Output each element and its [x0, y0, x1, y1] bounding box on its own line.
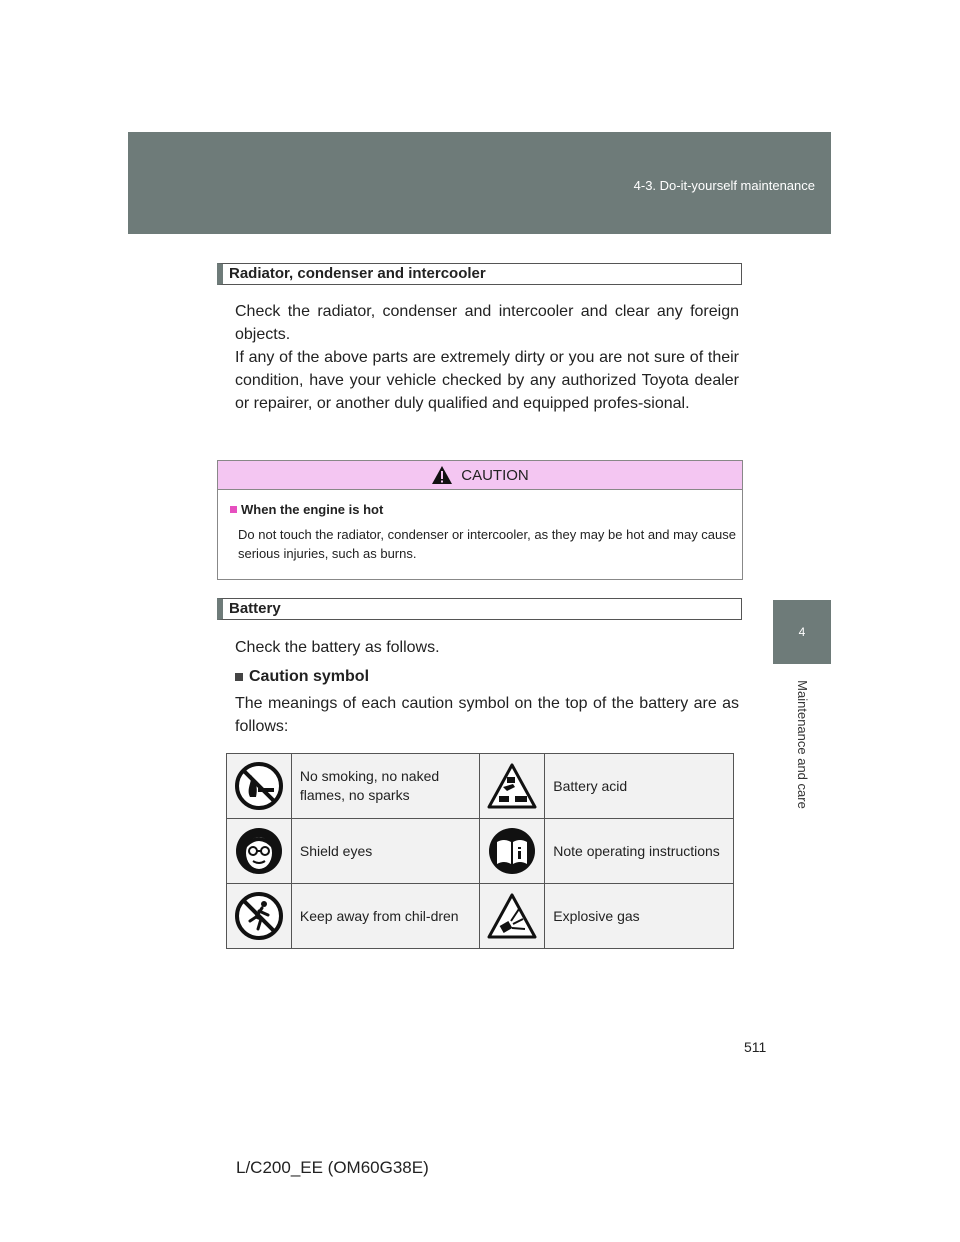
radiator-heading: Radiator, condenser and intercooler [217, 263, 742, 285]
battery-acid-icon [487, 763, 537, 809]
shield-eyes-icon [234, 826, 284, 876]
chapter-label-text: Maintenance and care [794, 680, 810, 809]
symbol-label: Shield eyes [291, 819, 480, 884]
symbol-label: Explosive gas [545, 884, 734, 949]
table-row [227, 884, 734, 949]
radiator-paragraph-2: If any of the above parts are extremely dirty or you are not sure of their condition, have your vehicle checked by any authorized Toyota dealer or repairer, or another duly qualified and equipped profes-sional. [235, 349, 739, 412]
table-row [227, 819, 734, 884]
symbol-icon-cell [480, 884, 545, 949]
bullet-square-icon [235, 673, 243, 681]
section-title: 4-3. Do-it-yourself maintenance [633, 178, 815, 193]
symbol-icon-cell [480, 754, 545, 819]
symbol-label: Keep away from chil-dren [291, 884, 480, 949]
symbol-icon-cell [227, 754, 292, 819]
bullet-square-icon [230, 506, 237, 513]
radiator-body [235, 300, 739, 415]
symbol-label: Note operating instructions [545, 819, 734, 884]
radiator-paragraph-1: Check the radiator, condenser and intercooler and clear any foreign objects. [235, 303, 739, 343]
caution-symbol-heading [235, 668, 369, 686]
explosive-gas-icon [487, 893, 537, 939]
symbol-icon-cell [480, 819, 545, 884]
caution-header [218, 461, 742, 490]
caution-text: Do not touch the radiator, condenser or intercooler, as they may be hot and may cause serious injuries, such as burns. [238, 527, 736, 561]
no-smoking-icon [234, 761, 284, 811]
caution-symbol-heading-text: Caution symbol [249, 668, 370, 685]
keep-away-children-icon [234, 891, 284, 941]
caution-label: CAUTION [461, 466, 529, 484]
battery-heading: Battery [217, 598, 742, 620]
operating-instructions-icon [487, 826, 537, 876]
page-number: 511 [744, 1039, 767, 1055]
header-band [128, 132, 831, 234]
battery-intro: Check the battery as follows. [235, 639, 440, 656]
warning-triangle-icon [431, 465, 453, 485]
symbol-label: Battery acid [545, 754, 734, 819]
caution-title [230, 502, 736, 517]
battery-description: The meanings of each caution symbol on the top of the battery are as follows: [235, 695, 739, 735]
symbol-label: No smoking, no naked flames, no sparks [291, 754, 480, 819]
caution-body [218, 490, 742, 563]
chapter-label [773, 672, 831, 817]
document-code: L/C200_EE (OM60G38E) [236, 1158, 429, 1177]
symbol-icon-cell [227, 884, 292, 949]
caution-box [217, 460, 743, 580]
caution-title-text: When the engine is hot [241, 502, 384, 517]
symbol-icon-cell [227, 819, 292, 884]
chapter-number: 4 [798, 625, 806, 639]
chapter-tab [773, 600, 831, 664]
caution-symbol-table [226, 753, 734, 949]
table-row [227, 754, 734, 819]
